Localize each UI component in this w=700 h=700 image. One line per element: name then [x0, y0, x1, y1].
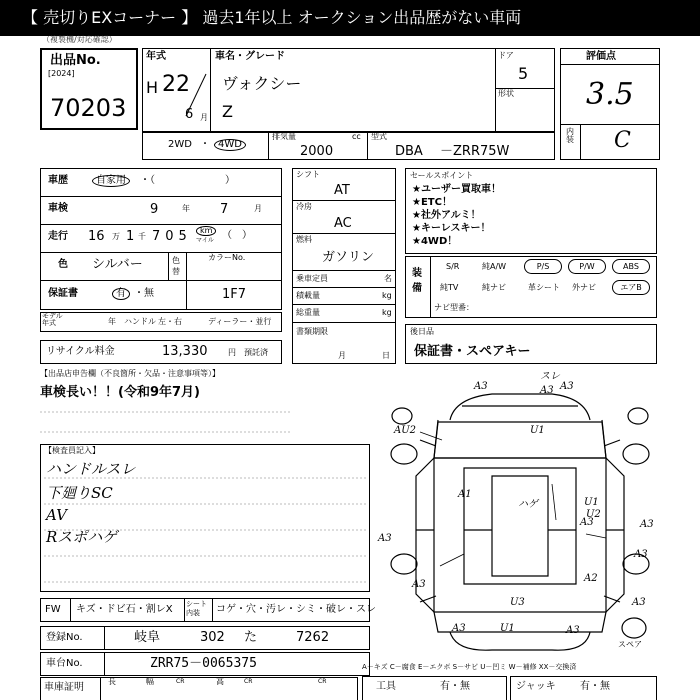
km-label: km — [196, 226, 216, 236]
mileage-paren: （ ） — [222, 230, 252, 241]
banner — [0, 0, 700, 36]
equip-sr: S/R — [446, 262, 460, 271]
month-unit: 月 — [200, 113, 208, 122]
color-value: シルバー — [92, 257, 143, 272]
damage-mark: A3 — [632, 597, 646, 608]
shift-value: AT — [334, 183, 350, 198]
damage-mark: A3 — [566, 625, 580, 636]
mileage-sen: 1 — [126, 229, 135, 244]
mileage-man-unit: 万 — [112, 232, 120, 241]
equip-pw: P/W — [568, 259, 606, 274]
notes-lines — [40, 402, 290, 442]
month-value: 6 — [185, 107, 194, 122]
year-value: 22 — [162, 72, 190, 97]
damage-mark: スレ — [540, 371, 560, 382]
selling-title: セールスポイント — [410, 171, 474, 180]
plate-class: 302 — [200, 630, 225, 645]
inspect-year: 9 — [150, 202, 159, 217]
damage-mark: A3 — [540, 385, 554, 396]
dealer-label: ディーラー・並行 — [208, 317, 272, 326]
gross-unit: kg — [382, 308, 392, 317]
damage-mark: A3 — [378, 533, 392, 544]
doors-label: ドア — [498, 51, 514, 60]
jack-label: ジャッキ — [516, 681, 556, 692]
drive-2wd: 2WD — [168, 139, 192, 150]
lot-label: 出品No. — [50, 53, 101, 68]
equip-abs: ABS — [612, 259, 650, 274]
shape-label: 形状 — [498, 89, 514, 98]
later-label: 後日品 — [410, 327, 434, 336]
equip-airbag: エアB — [612, 280, 650, 295]
load-label: 積載量 — [296, 291, 320, 300]
vehicle-diagram — [380, 380, 670, 660]
damage-mark: U2 — [586, 509, 601, 520]
damage-mark: A3 — [640, 519, 654, 530]
handle-label: ハンドル — [124, 317, 156, 326]
recycle-label: リサイクル料金 — [46, 346, 115, 357]
lot-box — [40, 48, 138, 130]
equipment-label: 装備 — [412, 268, 422, 294]
interior-label: 内装 — [566, 127, 574, 144]
cert-height: 高 — [216, 677, 224, 686]
fuel-value: ガソリン — [322, 250, 375, 265]
mileage-sen-unit: 千 — [138, 232, 146, 241]
seat-label: シート内装 — [186, 600, 207, 617]
model-label: 型式 — [371, 132, 387, 141]
equip-ps: P/S — [524, 259, 562, 274]
selling-point: ★ユーザー買取車！ — [412, 184, 501, 195]
plate-number: 7262 — [296, 630, 330, 645]
model-prefix: DBA — [395, 144, 423, 159]
equip-navi: 純ナビ — [482, 283, 506, 292]
auction-sheet: 【 売切りEXコーナー 】 過去1年以上 オークション出品歴がない車両 （複製機/対応確認） 出品No. [2024] 70203 年式 H 22 6 月 車名・グレード ヴォクシー Z ドア 5 形状 評価点 3.5 内装 C 2WD ・ 4WD 排気量 cc 2000 型式 DBA －ZRR75W 車歴 自家用 ・（ ） 車検 9 年 7 月 走行 16 万 1 千 705 km マイル （ ） 色 シルバー 色替 カラーNo. 1F7 保証書 有 ・無 モデル年式 年 ハンドル 左・右 ディーラー・並行 リサイクル料金 13,330 円 預託済 シフト AT 冷房 AC 燃料 ガソリン 乗車定員 名 積載量 kg 総重量 kg 書類期限 月 日 セールスポイント ★ユーザー買取車！ ★ETC！ ★社外アルミ！ ★キーレスキー！ ★4WD！ 装備 S/R 純A/W P/S P/W ABS 純TV 純ナビ 革シート 外ナビ エアB ナビ型番： 後日品 保証書・スペアキー 【出品店申告欄（不良箇所・欠品・注意事項等）】 車検長い！！(令和9年7月) 【検査員記入】 ハンドルスレ 下廻りSC AV Rスポハゲ FW キズ・ドビ石・割レX シート内装 コゲ・穴・汚レ・シミ・破レ・スレ 登録No. 岐阜 302 た 7262 車台No. ZRR75－0065375 車庫証明 長 幅 高 CR CR CR A－キズ C－腐食 E－エクボ S－サビ U－凹ミ W－補修 XX－交換済 スペア 工具 有・無 ジャッキ 有・無 A3 A3 AU2 U1 A1 ハゲ A3 U1 A3 A3 A3 U3 U1 A3 A3 A3 A3 U2 A3 A2 スレ — [0, 0, 700, 700]
selling-point: ★ETC！ — [412, 197, 452, 208]
cert-cr: CR — [318, 678, 327, 685]
equip-tv: 純TV — [440, 283, 459, 292]
warranty-label: 保証書 — [48, 288, 78, 299]
recycle-value: 13,330 — [162, 344, 208, 359]
selling-box — [405, 168, 657, 254]
spare-label: スペア — [618, 640, 642, 649]
recycle-unit: 円 — [228, 348, 236, 357]
model-year-label: モデル年式 — [42, 312, 63, 327]
fw-label: FW — [45, 604, 61, 615]
day-unit: 日 — [382, 351, 390, 360]
fw-items2: コゲ・穴・汚レ・シミ・破レ・スレ — [216, 604, 376, 615]
year-tag: [2024] — [48, 69, 75, 78]
gross-label: 総重量 — [296, 308, 320, 317]
damage-mark: A3 — [452, 623, 466, 634]
selling-point: ★キーレスキー！ — [412, 223, 491, 234]
damage-mark: A3 — [412, 579, 426, 590]
tools-label: 工具 — [376, 681, 396, 692]
damage-mark: A1 — [458, 489, 472, 500]
score-value: 3.5 — [586, 77, 634, 112]
model-year-unit: 年 — [108, 317, 116, 326]
tools-value: 有・無 — [440, 681, 470, 692]
cert-width: 幅 — [146, 677, 154, 686]
ac-value: AC — [334, 216, 352, 231]
reg-label: 車歴 — [48, 175, 68, 186]
inspect-year-unit: 年 — [182, 204, 190, 213]
inspect-month-unit: 月 — [254, 204, 262, 213]
drive-4wd: 4WD — [214, 139, 246, 151]
inspect-label: 車検 — [48, 203, 68, 214]
load-unit: kg — [382, 291, 392, 300]
top-fragment: （複製機/対応確認） — [42, 35, 117, 44]
cert-cr: CR — [244, 678, 253, 685]
banner-text: 【 売切りEXコーナー 】 過去1年以上 オークション出品歴がない車両 — [22, 8, 522, 27]
navi-model: ナビ型番： — [434, 303, 474, 312]
shift-label: シフト — [296, 170, 320, 179]
deadline-unit: 月 — [338, 351, 346, 360]
notes-header: 【出品店申告欄（不良箇所・欠品・注意事項等）】 — [40, 369, 220, 378]
ac-label: 冷房 — [296, 202, 312, 211]
equip-ext-navi: 外ナビ — [572, 283, 596, 292]
mileage-rest: 705 — [152, 229, 192, 244]
reg-tail: ・（ ） — [140, 175, 235, 186]
inspector-note: AV — [46, 506, 67, 524]
later-value: 保証書・スペアキー — [414, 344, 531, 359]
selling-point: ★社外アルミ！ — [412, 210, 481, 221]
repaint-label: 色替 — [172, 256, 180, 276]
color-label: 色 — [58, 259, 68, 270]
notes-text: 車検長い！！(令和9年7月) — [40, 385, 200, 400]
year-label: 年式 — [146, 51, 166, 62]
displacement: 2000 — [300, 144, 334, 159]
damage-mark: ハゲ — [518, 499, 538, 510]
capacity-label: 乗車定員 — [296, 274, 328, 283]
damage-mark: A3 — [634, 549, 648, 560]
cert-label: 車庫証明 — [44, 682, 84, 693]
damage-mark: A2 — [584, 573, 598, 584]
name-label: 車名・グレード — [215, 51, 285, 62]
colorno-value: 1F7 — [222, 287, 247, 302]
damage-mark: A3 — [560, 381, 574, 392]
model-code: －ZRR75W — [440, 144, 510, 159]
car-name: ヴォクシー — [222, 74, 302, 93]
damage-mark: U1 — [500, 623, 515, 634]
interior-value: C — [614, 128, 631, 153]
damage-mark: U1 — [530, 425, 545, 436]
damage-mark: AU2 — [394, 425, 417, 436]
colorno-label: カラーNo. — [208, 253, 246, 262]
damage-mark: A3 — [580, 517, 594, 528]
disp-unit: cc — [352, 132, 361, 141]
warranty-yes: 有 — [112, 288, 130, 300]
damage-legend: A－キズ C－腐食 E－エクボ S－サビ U－凹ミ W－補修 XX－交換済 — [362, 663, 577, 671]
score-label: 評価点 — [586, 51, 616, 62]
lot-number: 70203 — [50, 94, 127, 122]
handle-value: 左・右 — [158, 317, 182, 326]
chassis-label: 車台No. — [46, 658, 83, 669]
fuel-label: 燃料 — [296, 235, 312, 244]
selling-point: ★4WD！ — [412, 236, 458, 247]
disp-label: 排気量 — [272, 132, 296, 141]
doors-value: 5 — [518, 64, 529, 83]
damage-mark: U1 — [584, 497, 599, 508]
warranty-no: ・無 — [134, 288, 154, 299]
mile-label: マイル — [196, 237, 214, 244]
cert-cr: CR — [176, 678, 185, 685]
inspector-note: Rスポハゲ — [46, 528, 118, 546]
equip-alloy: 純A/W — [482, 262, 507, 271]
damage-mark: A3 — [474, 381, 488, 392]
inspector-note: 下廻りSC — [46, 484, 113, 502]
equip-leather: 革シート — [528, 283, 560, 292]
mileage-label: 走行 — [48, 231, 68, 242]
inspector-note: ハンドルスレ — [46, 460, 136, 478]
fw-items: キズ・ドビ石・割レX — [76, 604, 173, 615]
deadline-label: 書類期限 — [296, 327, 328, 336]
car-grade: Z — [222, 102, 233, 121]
cert-length: 長 — [108, 677, 116, 686]
later-box — [405, 324, 657, 364]
damage-pointers — [420, 432, 606, 566]
damage-mark: U3 — [510, 597, 525, 608]
capacity-unit: 名 — [384, 274, 392, 283]
recycle-deposit: 預託済 — [244, 348, 268, 357]
inspector-header: 【検査員記入】 — [44, 446, 100, 455]
year-era: H — [146, 78, 159, 97]
jack-value: 有・無 — [580, 681, 610, 692]
chassis-number: ZRR75－0065375 — [150, 656, 257, 671]
regno-label: 登録No. — [46, 632, 83, 643]
mileage-man: 16 — [88, 229, 105, 244]
cert-row — [40, 677, 358, 700]
plate-city: 岐阜 — [134, 630, 161, 645]
reg-value: 自家用 — [92, 175, 130, 187]
inspect-month: 7 — [220, 202, 229, 217]
plate-kana: た — [244, 630, 258, 645]
